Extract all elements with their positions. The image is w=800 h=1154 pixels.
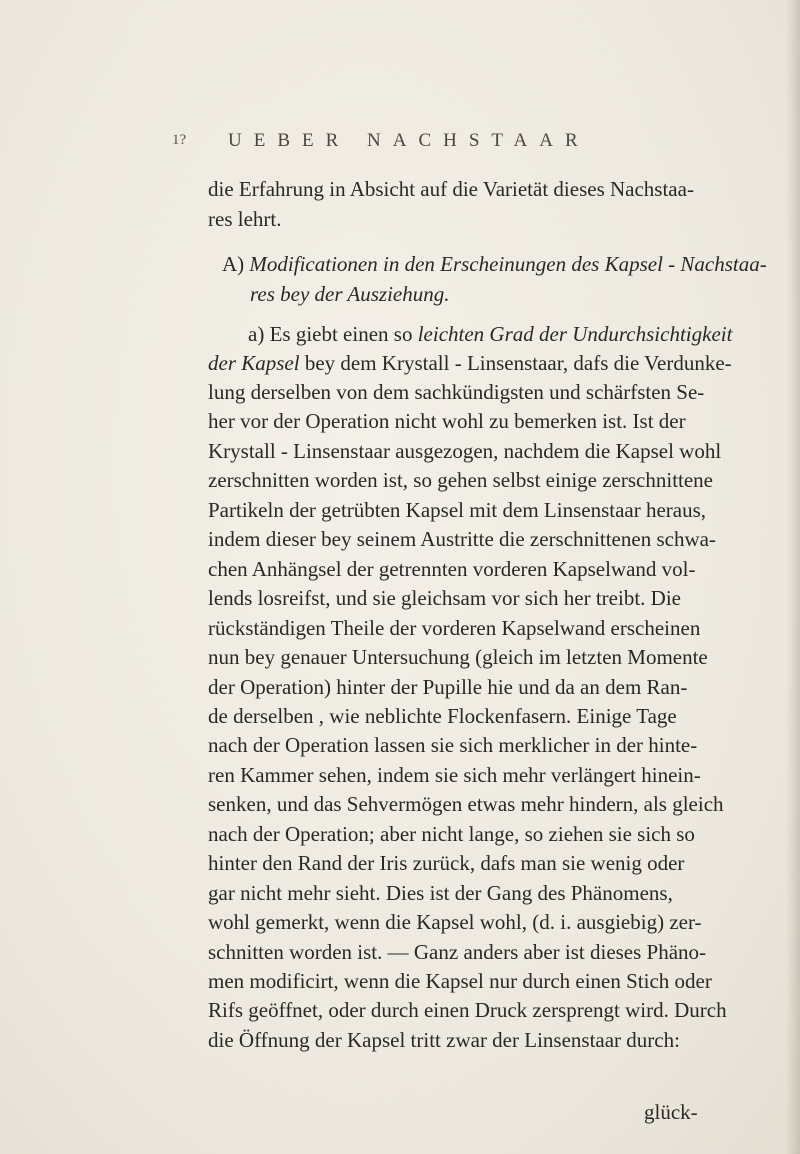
paragraph-line: wohl gemerkt, wenn die Kapsel wohl, (d. i. ausgiebig) zer- — [208, 910, 702, 935]
paragraph-line: die Öffnung der Kapsel tritt zwar der Linsenstaar durch: — [208, 1027, 680, 1052]
paragraph-marker: a) Es giebt einen so — [248, 322, 413, 346]
paragraph-line-2-rest: bey dem Krystall - Linsenstaar, dafs die Verdunke- — [304, 351, 732, 375]
paragraph-line: Partikeln der getrübten Kapsel mit dem Linsenstaar heraus, — [208, 497, 707, 522]
page-number: 1? — [172, 132, 187, 148]
section-label: A) — [222, 252, 245, 276]
paragraph-line-2 — [208, 349, 732, 378]
paragraph-line: gar nicht mehr sieht. Dies ist der Gang des Phänomens, — [208, 880, 673, 905]
paragraph-line: zerschnitten worden ist, so gehen selbst einige zerschnittene — [208, 468, 714, 493]
paragraph-line: ren Kammer sehen, indem sie sich mehr verlängert hinein- — [208, 762, 701, 787]
emphasis-undurchsichtigkeit: leichten Grad der Undurchsichtigkeit — [417, 322, 733, 346]
section-heading — [222, 250, 767, 279]
paragraph-line: nach der Operation; aber nicht lange, so ziehen sie sich so — [208, 821, 695, 846]
paragraph-line: nach der Operation lassen sie sich merklicher in der hinte- — [208, 733, 698, 758]
paragraph-line: her vor der Operation nicht wohl zu bemerken ist. Ist der — [208, 409, 686, 434]
section-heading-line-2: res bey der Ausziehung. — [250, 282, 450, 306]
emphasis-kapsel: der Kapsel — [208, 351, 300, 375]
paragraph-line: hinter den Rand der Iris zurück, dafs man sie wenig oder — [208, 851, 685, 876]
page-edge-shadow — [786, 0, 800, 1154]
catchword: glück- — [644, 1100, 698, 1124]
paragraph-line: chen Anhängsel der getrennten vorderen Kapselwand vol- — [208, 556, 696, 581]
paragraph-line: Krystall - Linsenstaar ausgezogen, nachdem die Kapsel wohl — [208, 438, 722, 463]
intro-line-1: die Erfahrung in Absicht auf die Varietät dieses Nachstaa- — [208, 177, 694, 201]
paragraph-line: rückständigen Theile der vorderen Kapselwand erscheinen — [208, 615, 701, 640]
paragraph-line: de derselben , wie neblichte Flockenfasern. Einige Tage — [208, 703, 677, 728]
paragraph-line: schnitten worden ist. — Ganz anders aber ist dieses Phäno- — [208, 939, 707, 964]
paragraph-first-line — [248, 320, 732, 349]
paragraph-line: men modificirt, wenn die Kapsel nur durch einen Stich oder — [208, 969, 712, 993]
intro-line-2: res lehrt. — [208, 207, 282, 231]
section-heading-line-1: Modificationen in den Erscheinungen des Kapsel - Nachstaa- — [249, 252, 767, 276]
paragraph-line: indem dieser bey seinem Austritte die zerschnittenen schwa- — [208, 527, 716, 552]
running-header: UEBER NACHSTAAR — [228, 130, 590, 151]
paragraph-line: nun bey genauer Untersuchung (gleich im letzten Momente — [208, 645, 708, 670]
paragraph-line: senken, und das Sehvermögen etwas mehr hindern, als gleich — [208, 792, 724, 817]
paragraph-line: der Operation) hinter der Pupille hie und da an dem Ran- — [208, 674, 688, 699]
paragraph-line: lung derselben von dem sachkündigsten und schärfsten Se- — [208, 380, 705, 404]
paragraph-line: lends losreifst, und sie gleichsam vor sich her treibt. Die — [208, 586, 681, 611]
paragraph-line: Rifs geöffnet, oder durch einen Druck zersprengt wird. Durch — [208, 998, 727, 1023]
